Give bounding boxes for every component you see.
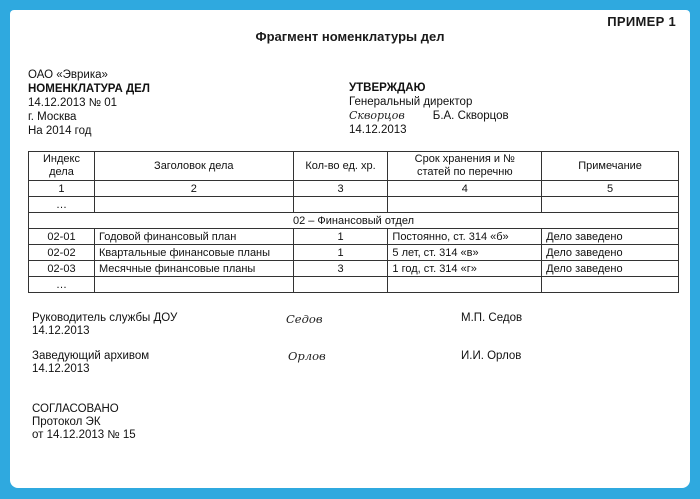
- row-term: 1 год, ст. 314 «г»: [388, 261, 542, 277]
- approve-label: УТВЕРЖДАЮ: [349, 82, 426, 94]
- row-count: 3: [293, 261, 388, 277]
- sign2-position: Заведующий архивом: [32, 350, 150, 362]
- col-number: 5: [542, 181, 679, 197]
- sign2-date: 14.12.2013: [32, 363, 90, 375]
- row-term: 5 лет, ст. 314 «в»: [388, 245, 542, 261]
- col-number: 4: [388, 181, 542, 197]
- row-title: Годовой финансовый план: [94, 229, 293, 245]
- approve-signature: Скворцов: [349, 109, 405, 122]
- agreed-date: от 14.12.2013 № 15: [32, 429, 136, 441]
- row-index: 02-03: [29, 261, 95, 277]
- ellipsis-cell: …: [29, 277, 95, 293]
- row-note: Дело заведено: [542, 261, 679, 277]
- table-row: [29, 245, 679, 261]
- approve-date: 14.12.2013: [349, 124, 407, 136]
- col-number: 1: [29, 181, 95, 197]
- header-index: Индекс дела: [29, 152, 95, 181]
- document-name: НОМЕНКЛАТУРА ДЕЛ: [28, 83, 150, 95]
- table-row: [29, 229, 679, 245]
- table-row: [29, 197, 679, 213]
- row-title: Квартальные финансовые планы: [94, 245, 293, 261]
- approve-signature-line: [349, 109, 509, 123]
- header-count: Кол-во ед. хр.: [293, 152, 388, 181]
- table-header-row: [29, 152, 679, 181]
- col-number: 3: [293, 181, 388, 197]
- year: На 2014 год: [28, 125, 92, 137]
- left-header-block: [28, 68, 150, 138]
- row-index: 02-02: [29, 245, 95, 261]
- row-note: Дело заведено: [542, 229, 679, 245]
- sign1-name: М.П. Седов: [461, 312, 523, 324]
- sign1-block: [32, 312, 177, 338]
- section-title: 02 – Финансовый отдел: [29, 213, 679, 229]
- table-row: [29, 277, 679, 293]
- agreed-protocol: Протокол ЭК: [32, 416, 101, 428]
- approve-name: Б.А. Скворцов: [432, 110, 509, 122]
- sign2-name: И.И. Орлов: [461, 350, 522, 362]
- header-term: Срок хранения и № статей по перечню: [388, 152, 542, 181]
- sign1-position: Руководитель службы ДОУ: [32, 312, 178, 324]
- table-row: [29, 261, 679, 277]
- agreed-block: [32, 403, 136, 442]
- col-number: 2: [94, 181, 293, 197]
- sign2-block: [32, 350, 149, 376]
- row-count: 1: [293, 245, 388, 261]
- agreed-label: СОГЛАСОВАНО: [32, 403, 119, 415]
- row-title: Месячные финансовые планы: [94, 261, 293, 277]
- sign1-signature: Седов: [286, 312, 323, 326]
- row-index: 02-01: [29, 229, 95, 245]
- document-title: Фрагмент номенклатуры дел: [255, 29, 445, 44]
- row-note: Дело заведено: [542, 245, 679, 261]
- section-row: [29, 213, 679, 229]
- city: г. Москва: [28, 111, 77, 123]
- example-badge: ПРИМЕР 1: [607, 14, 676, 29]
- organization-name: ОАО «Эврика»: [28, 69, 108, 81]
- sign2-signature: Орлов: [288, 349, 326, 363]
- table-number-row: [29, 181, 679, 197]
- approve-position: Генеральный директор: [349, 96, 473, 108]
- sign1-date: 14.12.2013: [32, 325, 90, 337]
- approval-block: [349, 81, 509, 137]
- document-date: 14.12.2013 № 01: [28, 97, 118, 109]
- row-term: Постоянно, ст. 314 «б»: [388, 229, 542, 245]
- row-count: 1: [293, 229, 388, 245]
- nomenclature-table: [28, 151, 679, 293]
- header-title: Заголовок дела: [94, 152, 293, 181]
- header-note: Примечание: [542, 152, 679, 181]
- document-sheet: [10, 10, 690, 488]
- ellipsis-cell: …: [29, 197, 95, 213]
